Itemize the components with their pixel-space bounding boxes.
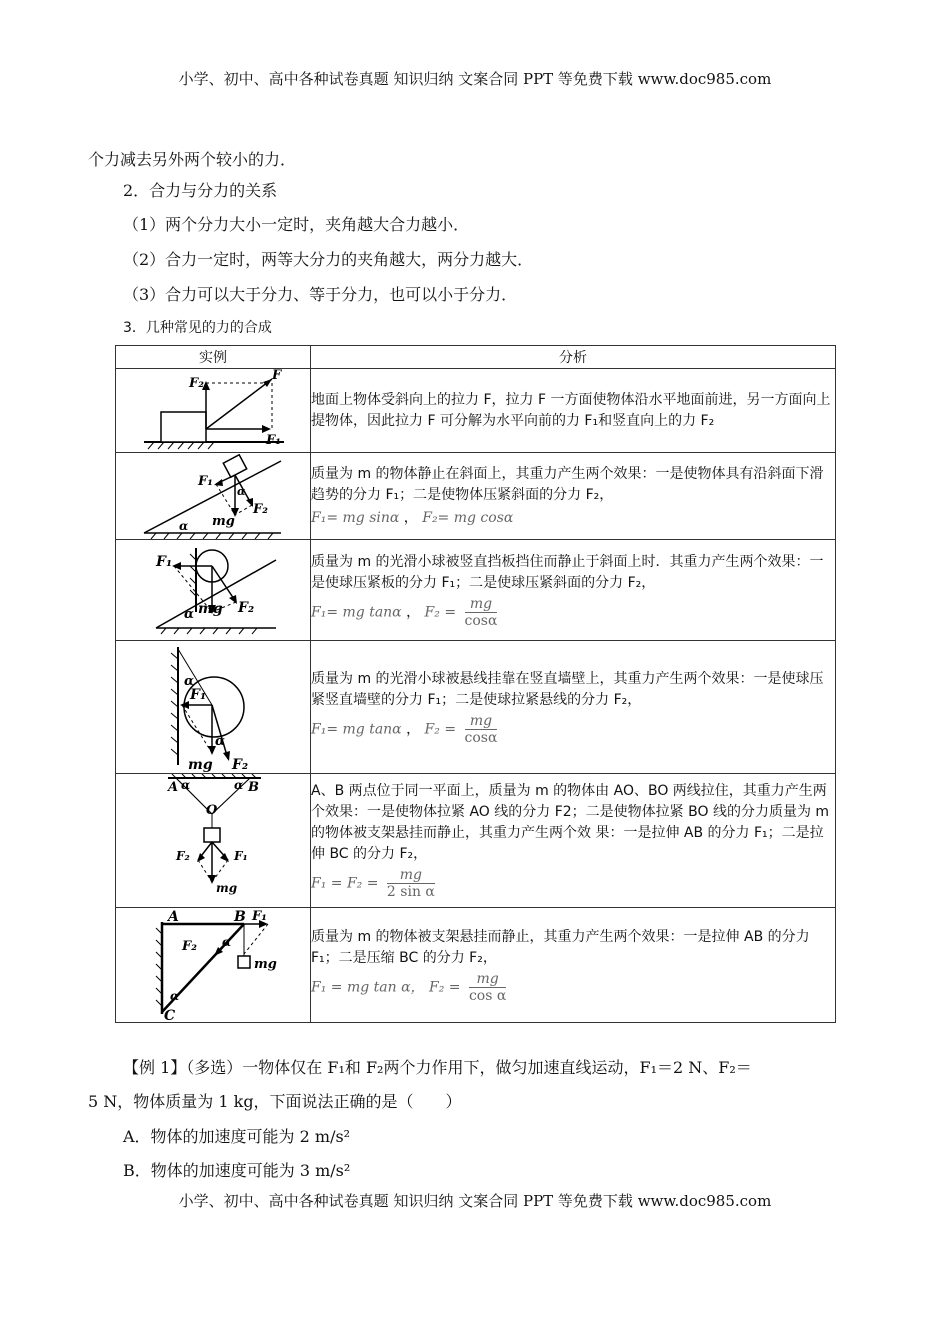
point-c-label: C [164, 1008, 176, 1022]
point-a-label: A [168, 780, 179, 795]
alpha-label: α [170, 989, 180, 1003]
option-a: A．物体的加速度可能为 2 m/s² [123, 1127, 351, 1146]
example-question: 【例 1】（多选）一物体仅在 F₁和 F₂两个力作用下，做匀加速直线运动，F₁＝2 N、F₂＝ [123, 1058, 752, 1077]
mg-label: mg [216, 881, 238, 895]
f2-label: F₂ [232, 757, 249, 773]
alpha-label: α [184, 674, 195, 689]
point-o-label: O [206, 803, 218, 818]
mg-label: mg [254, 957, 277, 972]
fraction: $\frac{mg}{\cos\alpha}$ [464, 712, 498, 746]
fraction: $\frac{mg}{\text{2 sin α}}$ [386, 867, 435, 900]
table-row [116, 908, 836, 1023]
formula: F₁= mg tanα [311, 604, 402, 620]
fraction: $\frac{mg}{\cos\alpha}$ [464, 595, 498, 629]
list-item: （2）合力一定时，两等大分力的夹角越大，两分力越大． [123, 250, 534, 269]
table-row [116, 453, 836, 540]
f-label: F [272, 369, 282, 383]
diagram-cell [116, 453, 311, 540]
list-item: （3）合力可以大于分力、等于分力，也可以小于分力． [123, 285, 518, 304]
diagram-ball-wall [116, 641, 309, 773]
section-3-title: 3．几种常见的力的合成 [123, 320, 272, 336]
formula: F₂ = [424, 604, 457, 620]
list-item: （1）两个分力大小一定时，夹角越大合力越小． [123, 215, 470, 234]
diagram-two-strings [116, 774, 309, 907]
table-row [116, 540, 836, 641]
table-header-row [116, 346, 836, 369]
diagram-cell [116, 908, 311, 1023]
formula: F₁ = F₂ = [311, 875, 379, 892]
alpha-label: α [179, 519, 189, 533]
f2-label: F₂ [176, 849, 190, 863]
analysis-cell: 质量为 m 的光滑小球被竖直挡板挡住而静止于斜面上时．其重力产生两个效果：一是使球压紧板的分力 F₁；二是使球压紧斜面的分力 F₂， F₁= mg tanα ， F₂ = $\frac{mg}{\cos\alpha}$ [311, 540, 836, 641]
diagram-cell [116, 540, 311, 641]
diagram-bracket [116, 908, 309, 1022]
mg-label: mg [212, 514, 235, 529]
point-b-label: B [234, 909, 246, 925]
header-analysis: 分析 [311, 346, 836, 369]
alpha-label: α [234, 778, 244, 792]
f1-label: F₁ [156, 554, 173, 570]
f2-label: F₂ [253, 502, 268, 517]
diagram-cell [116, 369, 311, 453]
f1-label: F₁ [198, 474, 213, 489]
point-b-label: B [248, 780, 259, 795]
table-row [116, 774, 836, 908]
page-header: 小学、初中、高中各种试卷真题 知识归纳 文案合同 PPT 等免费下载 www.doc985.com [178, 70, 772, 88]
alpha-label: α [181, 778, 191, 792]
formula: F₁= mg sinα [311, 509, 400, 526]
example-question-cont: 5 N，物体质量为 1 kg，下面说法正确的是（ ） [88, 1092, 462, 1111]
f1-label: F₁ [234, 849, 248, 863]
option-b: B．物体的加速度可能为 3 m/s² [123, 1161, 351, 1180]
analysis-text: A、B 两点位于同一平面上，质量为 m 的物体由 AO、BO 两线拉住，其重力产生两个效果：一是使物体拉紧 AO 线的分力 F2；二是使物体拉紧 BO 线的分力质量为 m 的物体被支架悬挂而静止，其重力产生两个效 果：一是拉伸 AB 的分力 F₁；二是拉伸 BC 的分力 F₂， [311, 783, 830, 862]
analysis-text: 质量为 m 的物体静止在斜面上，其重力产生两个效果：一是使物体具有沿斜面下滑趋势的分力 F₁；二是使物体压紧斜面的分力 F₂， [311, 465, 824, 503]
page-footer: 小学、初中、高中各种试卷真题 知识归纳 文案合同 PPT 等免费下载 www.doc985.com [178, 1192, 772, 1210]
analysis-cell: 质量为 m 的光滑小球被悬线挂靠在竖直墙壁上，其重力产生两个效果：一是使球压紧竖直墙壁的分力 F₁；二是使球拉紧悬线的分力 F₂， F₁= mg tanα ， F₂ = $\frac{mg}{\cos\alpha}$ [311, 641, 836, 774]
analysis-cell: 地面上物体受斜向上的拉力 F，拉力 F 一方面使物体沿水平地面前进，另一方面向上提物体，因此拉力 F 可分解为水平向前的力 F₁和竖直向上的力 F₂ [311, 369, 836, 453]
diagram-ball-incline-board [116, 540, 309, 640]
table-row [116, 369, 836, 453]
analysis-cell [311, 908, 836, 1023]
alpha-label: α [237, 485, 246, 498]
diagram-incline-block [116, 453, 309, 539]
diagram-pulling-box [116, 369, 309, 452]
formula: F₁ = mg tan α， [311, 979, 425, 995]
f2-label: F₂ [182, 939, 197, 954]
diagram-cell [116, 641, 311, 774]
analysis-cell [311, 774, 836, 908]
fraction: $\frac{mg}{\text{cos α}}$ [468, 970, 507, 1004]
intro-line: 个力减去另外两个较小的力． [88, 150, 297, 169]
analysis-text: 质量为 m 的光滑小球被竖直挡板挡住而静止于斜面上时．其重力产生两个效果：一是使球压紧板的分力 F₁；二是使球压紧斜面的分力 F₂， [311, 553, 824, 591]
section-2-title: 2．合力与分力的关系 [123, 181, 278, 200]
f1-label: F₁ [252, 909, 267, 924]
header-example: 实例 [116, 346, 311, 369]
f2-label: F₂ [189, 376, 204, 391]
f1-label: F₁ [190, 687, 207, 703]
mg-label: mg [198, 601, 223, 617]
formula: F₁= mg tanα [311, 721, 402, 737]
formula: F₂ = [424, 721, 457, 737]
diagram-cell [116, 774, 311, 908]
formula: F₂ = [429, 979, 461, 995]
formula: F₂= mg cosα [422, 509, 514, 526]
f2-label: F₂ [238, 600, 255, 616]
alpha-label: α [222, 935, 232, 949]
analysis-cell: 质量为 m 的物体静止在斜面上，其重力产生两个效果：一是使物体具有沿斜面下滑趋势的分力 F₁；二是使物体压紧斜面的分力 F₂， F₁= mg sinα ， F₂= mg cosα [311, 453, 836, 540]
f1-label: F₁ [266, 433, 281, 448]
alpha-label: α [215, 734, 226, 749]
analysis-text: 质量为 m 的光滑小球被悬线挂靠在竖直墙壁上，其重力产生两个效果：一是使球压紧竖直墙壁的分力 F₁；二是使球拉紧悬线的分力 F₂， [311, 670, 824, 708]
force-composition-table [115, 345, 836, 1023]
analysis-text: 质量为 m 的物体被支架悬挂而静止，其重力产生两个效果：一是拉伸 AB 的分力 F₁；二是压缩 BC 的分力 F₂， [311, 928, 810, 966]
mg-label: mg [188, 757, 213, 773]
point-a-label: A [168, 909, 179, 925]
table-row [116, 641, 836, 774]
alpha-label: α [184, 607, 195, 622]
